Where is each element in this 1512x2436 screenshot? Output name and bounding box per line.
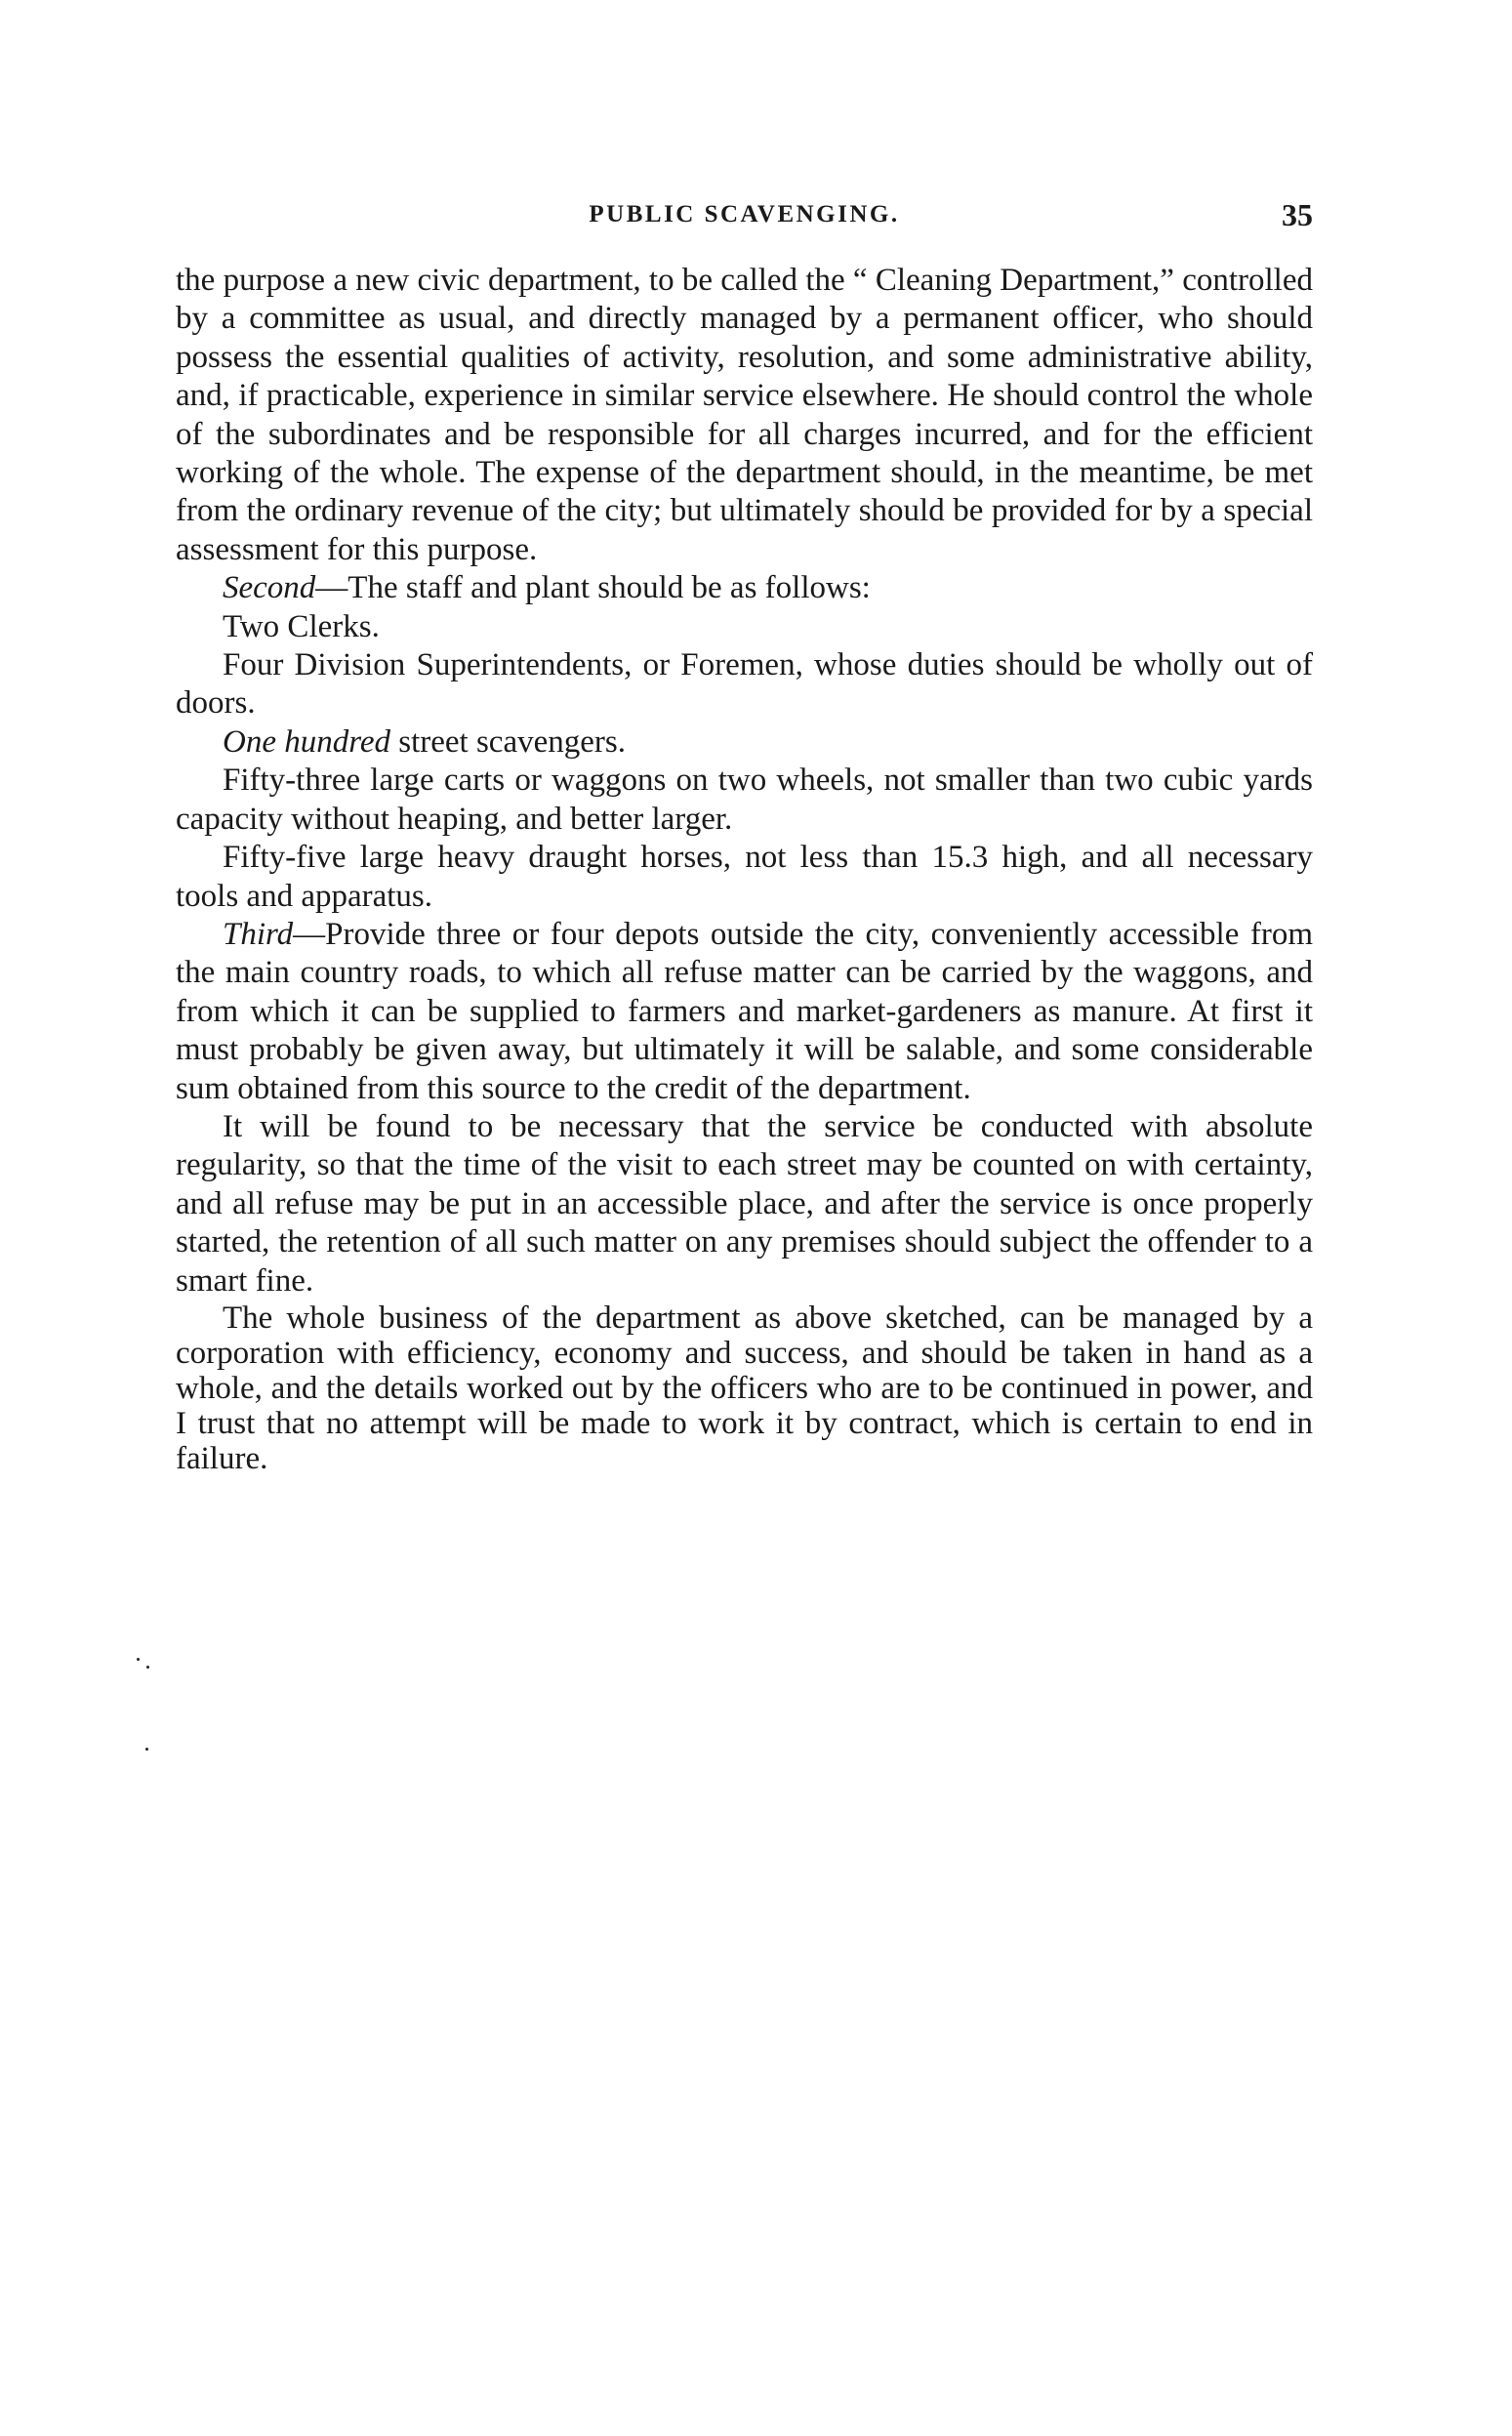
section-lead-second: Second	[223, 570, 316, 606]
ink-speck	[146, 1666, 149, 1669]
paragraph-text: —The staff and plant should be as follows:	[315, 570, 871, 606]
paragraph-text: street scavengers.	[390, 723, 626, 760]
ink-speck	[145, 1748, 148, 1751]
section-lead-third: Third	[223, 916, 294, 952]
paragraph-clerks: Two Clerks.	[223, 608, 380, 644]
page-number: 35	[1282, 197, 1313, 232]
paragraph-horses: Fifty-five large heavy draught horses, not less than 15.3 high, and all necessary tools and apparatus.	[176, 840, 1313, 914]
ink-speck	[137, 1658, 140, 1661]
italic-lead-one-hundred: One hundred	[223, 723, 390, 760]
paragraph-third	[176, 916, 1313, 1108]
paragraph-carts: Fifty-three large carts or waggons on two wheels, not smaller than two cubic yards capacity without heaping, and better larger.	[176, 763, 1313, 837]
paragraph-continued: the purpose a new civic department, to be called the “ Cleaning Department,” controlled by a committee as usual, and directly managed by a permanent officer, who should possess the essential qualities of activity, resolution, and some administrative ability, and, if practicable, experience in similar service elsewhere. He should control the whole of the subordinates and be responsible for all charges incurred, and for the efficient working of the whole. The expense of the department should, in the meantime, be met from the ordinary revenue of the city; but ultimately should be provided for by a special assessment for this purpose.	[176, 263, 1313, 567]
paragraph-regularity: It will be found to be necessary that the service be conducted with absolute regularity, so that the time of the visit to each street may be counted on with certainty, and all refuse may be put in an accessible place, and after the service is once properly started, the retention of all such matter on any premises should subject the offender to a smart fine.	[176, 1108, 1313, 1299]
running-title: PUBLIC SCAVENGING.	[589, 201, 900, 227]
paragraph-text: —Provide three or four depots outside the city, conveniently accessible from the main country roads, to which all refuse matter can be carried by the waggons, and from which it can be supplied to farmers and market-gardeners as manure. At first it must probably be given away, but ultimately it will be salable, and some considerable sum obtained from this source to the credit of the department.	[176, 916, 1313, 1106]
paragraph-conclusion: The whole business of the department as above sketched, can be managed by a corporation with efficiency, economy and success, and should be taken in hand as a whole, and the details worked out by the officers who are to be continued in power, and I trust that no attempt will be made to work it by contract, which is certain to end in failure.	[176, 1300, 1313, 1476]
paragraph-second	[176, 569, 1313, 607]
running-head	[176, 197, 1313, 240]
paragraph-superintendents: Four Division Superintendents, or Foremen, whose duties should be wholly out of doors.	[176, 647, 1313, 722]
body-text	[176, 262, 1313, 1476]
paragraph-scavengers	[176, 723, 1313, 762]
